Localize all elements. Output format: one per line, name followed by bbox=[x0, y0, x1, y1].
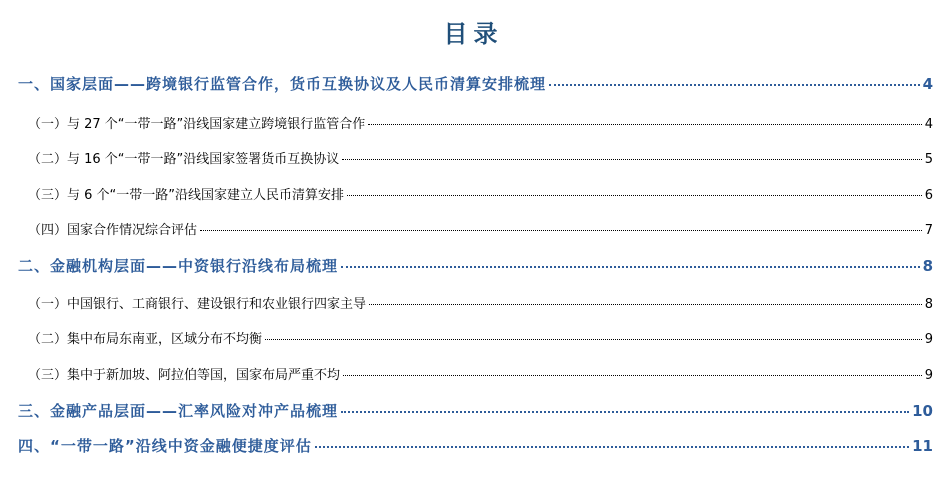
toc-entry-section-1-2[interactable] bbox=[28, 148, 933, 167]
toc-entry-section-2-1[interactable] bbox=[28, 293, 933, 312]
toc-entry-section-2-2[interactable] bbox=[28, 328, 933, 347]
page-title: 目录 bbox=[443, 20, 504, 48]
dot-leader bbox=[315, 445, 909, 448]
toc-page-number: 4 bbox=[922, 75, 933, 93]
toc-page-number: 7 bbox=[924, 223, 933, 238]
toc-page-number: 9 bbox=[924, 332, 933, 347]
dot-leader bbox=[341, 410, 909, 413]
toc-entry-label: 三、金融产品层面——汇率风险对冲产品梳理 bbox=[18, 402, 339, 420]
toc-entry-label: （二）与 16 个“一带一路”沿线国家签署货币互换协议 bbox=[28, 152, 340, 167]
toc-entry-label: （二）集中布局东南亚，区域分布不均衡 bbox=[28, 332, 263, 347]
toc-entry-section-3[interactable] bbox=[18, 400, 933, 421]
toc-page-number: 11 bbox=[912, 437, 933, 455]
dot-leader bbox=[549, 83, 920, 86]
dot-leader bbox=[342, 158, 921, 160]
toc-entry-label: （一）与 27 个“一带一路”沿线国家建立跨境银行监管合作 bbox=[28, 117, 366, 132]
dot-leader bbox=[343, 374, 922, 376]
toc-entry-label: 二、金融机构层面——中资银行沿线布局梳理 bbox=[18, 257, 339, 275]
toc-entry-label: （三）集中于新加坡、阿拉伯等国，国家布局严重不均 bbox=[28, 368, 341, 383]
toc-entry-section-1-4[interactable] bbox=[28, 219, 933, 238]
dot-leader bbox=[368, 123, 921, 125]
toc-page-number: 9 bbox=[924, 368, 933, 383]
toc-entry-label: 四、“一带一路”沿线中资金融便捷度评估 bbox=[18, 437, 312, 455]
toc-entry-section-2-3[interactable] bbox=[28, 364, 933, 383]
toc-page-number: 10 bbox=[912, 402, 933, 420]
toc-page-number: 8 bbox=[922, 257, 933, 275]
toc-entry-label: （一）中国银行、工商银行、建设银行和农业银行四家主导 bbox=[28, 297, 367, 312]
toc-page-number: 8 bbox=[924, 297, 933, 312]
toc-entry-section-2[interactable] bbox=[18, 255, 933, 276]
toc-entry-label: 一、国家层面——跨境银行监管合作，货币互换协议及人民币清算安排梳理 bbox=[18, 75, 547, 93]
toc-entry-section-1-1[interactable] bbox=[28, 113, 933, 132]
toc-entry-label: （三）与 6 个“一带一路”沿线国家建立人民币清算安排 bbox=[28, 188, 345, 203]
toc-entry-section-1-3[interactable] bbox=[28, 184, 933, 203]
toc-page-number: 6 bbox=[924, 188, 933, 203]
dot-leader bbox=[347, 194, 922, 196]
toc-entry-section-1[interactable] bbox=[18, 73, 933, 94]
toc-entry-label: （四）国家合作情况综合评估 bbox=[28, 223, 198, 238]
dot-leader bbox=[369, 303, 922, 305]
toc-page-number: 4 bbox=[924, 117, 933, 132]
dot-leader bbox=[200, 229, 922, 231]
toc-entry-section-4[interactable] bbox=[18, 435, 933, 456]
toc-page-number: 5 bbox=[924, 152, 933, 167]
dot-leader bbox=[341, 265, 920, 268]
dot-leader bbox=[265, 338, 922, 340]
